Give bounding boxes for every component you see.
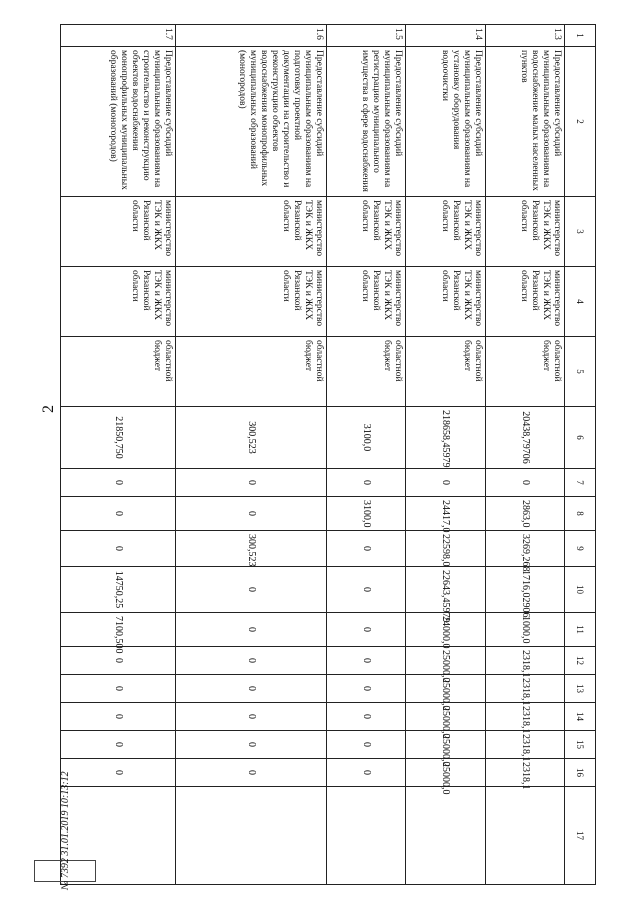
cell-v9: 22598,0	[406, 531, 485, 567]
cell-v17	[485, 787, 564, 885]
cell-v13: 25000,0	[406, 675, 485, 703]
cell-v14: 25000,0	[406, 703, 485, 731]
cell-v13: 0	[326, 675, 405, 703]
cell-source: областной бюджет	[326, 337, 405, 407]
cell-v11: 0	[176, 613, 327, 647]
table-body	[61, 25, 565, 885]
cell-id: 1.5	[326, 25, 405, 47]
rotated-table-container	[60, 24, 596, 884]
table-row	[326, 25, 405, 885]
cell-v10: 22643,45979	[406, 567, 485, 613]
header-cell: 3	[565, 197, 596, 267]
cell-name: Предоставление субсидий муниципальным образованиям на установку оборудования водоочистки	[406, 47, 485, 197]
cell-v14: 0	[326, 703, 405, 731]
cell-v10: 0	[326, 567, 405, 613]
cell-v7: 0	[485, 469, 564, 497]
table-row	[61, 25, 176, 885]
table-row	[176, 25, 327, 885]
cell-coexec: министерство ТЭК и ЖКХ Рязанской области	[406, 267, 485, 337]
cell-v16: 0	[326, 759, 405, 787]
page-number: 2	[40, 405, 57, 413]
cell-v15: 2318,1	[485, 731, 564, 759]
cell-id: 1.3	[485, 25, 564, 47]
cell-source: областной бюджет	[406, 337, 485, 407]
header-cell: 6	[565, 407, 596, 469]
cell-v12: 0	[176, 647, 327, 675]
header-cell: 12	[565, 647, 596, 675]
cell-v14: 0	[176, 703, 327, 731]
cell-coexec: министерство ТЭК и ЖКХ Рязанской области	[326, 267, 405, 337]
cell-coexec: министерство ТЭК и ЖКХ Рязанской области	[485, 267, 564, 337]
cell-v11: 1000,0	[485, 613, 564, 647]
cell-v16: 0	[176, 759, 327, 787]
cell-v16: 2318,1	[485, 759, 564, 787]
cell-total: 300,523	[176, 407, 327, 469]
cell-v9: 0	[326, 531, 405, 567]
cell-v13: 2318,1	[485, 675, 564, 703]
cell-v12: 25000,0	[406, 647, 485, 675]
header-row	[565, 25, 596, 885]
cell-total: 20438,79706	[485, 407, 564, 469]
cell-v13: 0	[61, 675, 176, 703]
cell-v15: 0	[176, 731, 327, 759]
cell-v9: 300,523	[176, 531, 327, 567]
cell-v7: 0	[406, 469, 485, 497]
header-cell: 8	[565, 497, 596, 531]
header-cell: 11	[565, 613, 596, 647]
header-cell: 13	[565, 675, 596, 703]
header-cell: 7	[565, 469, 596, 497]
cell-v16: 25000,0	[406, 759, 485, 787]
header-cell: 9	[565, 531, 596, 567]
cell-total: 21850,750	[61, 407, 176, 469]
cell-name: Предоставление субсидий муниципальным образованиям на регистрацию муниципального имущества в сфере водоснабжения	[326, 47, 405, 197]
cell-total: 218658,45979	[406, 407, 485, 469]
cell-v8: 24417,0	[406, 497, 485, 531]
cell-v8: 3100,0	[326, 497, 405, 531]
header-cell: 14	[565, 703, 596, 731]
cell-v7: 0	[176, 469, 327, 497]
cell-source: областной бюджет	[176, 337, 327, 407]
header-cell: 16	[565, 759, 596, 787]
cell-total: 3100,0	[326, 407, 405, 469]
cell-exec: министерство ТЭК и ЖКХ Рязанской области	[485, 197, 564, 267]
cell-v11: 7100,500	[61, 613, 176, 647]
cell-v17	[406, 787, 485, 885]
cell-v16: 0	[61, 759, 176, 787]
cell-v15: 0	[61, 731, 176, 759]
cell-v10: 14750,25	[61, 567, 176, 613]
cell-coexec: министерство ТЭК и ЖКХ Рязанской области	[61, 267, 176, 337]
header-cell: 10	[565, 567, 596, 613]
cell-exec: министерство ТЭК и ЖКХ Рязанской области	[61, 197, 176, 267]
cell-coexec: министерство ТЭК и ЖКХ Рязанской области	[176, 267, 327, 337]
cell-name: Предоставление субсидий муниципальным образованиям на водоснабжение малых населенных пунктов	[485, 47, 564, 197]
cell-v12: 0	[61, 647, 176, 675]
cell-id: 1.6	[176, 25, 327, 47]
cell-source: областной бюджет	[485, 337, 564, 407]
cell-v15: 25000,0	[406, 731, 485, 759]
cell-name: Предоставление субсидий муниципальным образованиям на строительство и реконструкцию объектов водоснабжения монопрофильных муниципальных образований (моногородов)	[61, 47, 176, 197]
cell-v7: 0	[61, 469, 176, 497]
cell-exec: министерство ТЭК и ЖКХ Рязанской области	[176, 197, 327, 267]
table-row	[406, 25, 485, 885]
cell-v14: 2318,1	[485, 703, 564, 731]
cell-v14: 0	[61, 703, 176, 731]
cell-id: 1.4	[406, 25, 485, 47]
cell-exec: министерство ТЭК и ЖКХ Рязанской области	[406, 197, 485, 267]
cell-source: областной бюджет	[61, 337, 176, 407]
cell-name: Предоставление субсидий муниципальным образованиям на подготовку проектной документации на строительство и реконструкцию объектов водоснабжения монопрофильных муниципальных образований (моногородов)	[176, 47, 327, 197]
cell-v9: 0	[61, 531, 176, 567]
header-cell: 4	[565, 267, 596, 337]
cell-v9: 3269,268	[485, 531, 564, 567]
cell-v8: 2863,0	[485, 497, 564, 531]
cell-id: 1.7	[61, 25, 176, 47]
cell-exec: министерство ТЭК и ЖКХ Рязанской области	[326, 197, 405, 267]
cell-v17	[176, 787, 327, 885]
cell-v11: 24000,0	[406, 613, 485, 647]
program-table	[60, 24, 596, 885]
cell-v17	[326, 787, 405, 885]
cell-v10: 0	[176, 567, 327, 613]
cell-v10: 1716,02906	[485, 567, 564, 613]
cell-v12: 2318,1	[485, 647, 564, 675]
cell-v8: 0	[176, 497, 327, 531]
cell-v11: 0	[326, 613, 405, 647]
header-cell: 15	[565, 731, 596, 759]
header-cell: 5	[565, 337, 596, 407]
cell-v13: 0	[176, 675, 327, 703]
table-row	[485, 25, 564, 885]
header-cell: 17	[565, 787, 596, 885]
cell-v12: 0	[326, 647, 405, 675]
cell-v8: 0	[61, 497, 176, 531]
header-cell: 1	[565, 25, 596, 47]
registration-footer: № 7392 31.01.2019 10:13:12	[60, 771, 71, 890]
cell-v7: 0	[326, 469, 405, 497]
cell-v15: 0	[326, 731, 405, 759]
header-cell: 2	[565, 47, 596, 197]
